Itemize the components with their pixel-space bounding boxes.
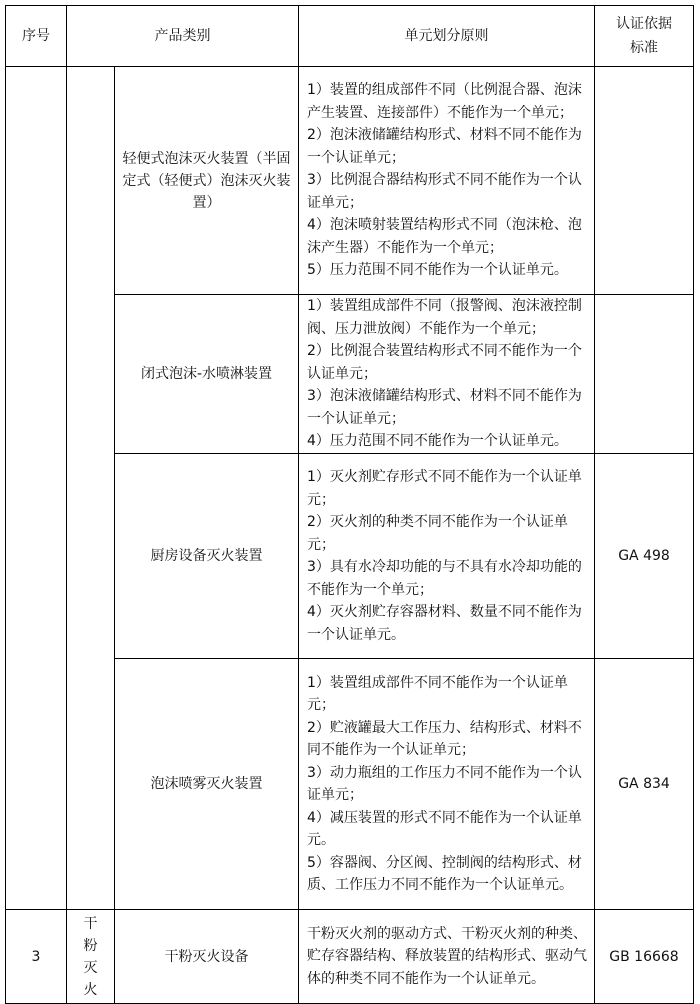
rule-item: 1）装置组成部件不同不能作为一个认证单元； (307, 674, 568, 713)
rule-item: 1）装置的组成部件不同（比例混合器、泡沫产生装置、连接部件）不能作为一个单元； (307, 82, 582, 121)
standard-cell: GA 498 (595, 454, 694, 659)
group-char: 干 (83, 915, 98, 932)
rules-cell (299, 454, 595, 659)
standard-cell (595, 67, 694, 295)
category-cell: 轻便式泡沫灭火装置（半固定式（轻便式）泡沫灭火装置） (115, 67, 299, 295)
table-row (6, 910, 694, 1004)
rule-item: 1）装置组成部件不同（报警阀、泡沫液控制阀、压力泄放阀）不能作为一个单元； (307, 298, 582, 337)
rules-cell (299, 67, 595, 295)
category-cell: 闭式泡沫-水喷淋装置 (115, 295, 299, 454)
header-standard-line1: 认证依据 (616, 16, 672, 32)
rule-item: 3）动力瓶组的工作压力不同不能作为一个认证单元； (307, 764, 582, 803)
rule-item: 2）灭火剂的种类不同不能作为一个认证单元； (307, 514, 568, 553)
header-standard (595, 6, 694, 67)
table-row (6, 67, 694, 295)
category-cell: 厨房设备灭火装置 (115, 454, 299, 659)
rule-item: 3）具有水冷却功能的与不具有水冷却功能的不能作为一个单元； (307, 559, 582, 598)
header-seq: 序号 (6, 6, 67, 67)
header-row (6, 6, 694, 67)
rule-item: 5）容器阀、分区阀、控制阀的结构形式、材质、工作压力不同不能作为一个认证单元。 (307, 854, 582, 893)
standard-cell (595, 295, 694, 454)
rule-item: 4）灭火剂贮存容器材料、数量不同不能作为一个认证单元。 (307, 604, 582, 643)
header-category: 产品类别 (67, 6, 299, 67)
category-cell: 干粉灭火设备 (115, 910, 299, 1004)
rules-cell (299, 910, 595, 1004)
certification-unit-table (5, 5, 694, 1004)
rule-item: 4）减压装置的形式不同不能作为一个认证单元。 (307, 809, 582, 848)
rule-item: 1）灭火剂贮存形式不同不能作为一个认证单元； (307, 469, 582, 508)
group-char: 火 (83, 981, 98, 998)
group-cell (67, 910, 115, 1004)
seq-cell: 3 (6, 910, 67, 1004)
rule-item: 2）泡沫液储罐结构形式、材料不同不能作为一个认证单元； (307, 127, 582, 166)
group-cell-empty (67, 67, 115, 910)
group-char: 灭 (83, 959, 98, 976)
header-standard-line2: 标准 (630, 40, 658, 56)
rule-item: 5）压力范围不同不能作为一个认证单元。 (307, 262, 568, 279)
standard-cell: GA 834 (595, 659, 694, 910)
standard-cell: GB 16668 (595, 910, 694, 1004)
rule-item: 3）比例混合器结构形式不同不能作为一个认证单元； (307, 172, 582, 211)
rule-item: 2）贮液罐最大工作压力、结构形式、材料不同不能作为一个认证单元； (307, 719, 582, 758)
rules-cell (299, 659, 595, 910)
group-char: 粉 (83, 937, 98, 954)
rule-item: 2）比例混合装置结构形式不同不能作为一个认证单元； (307, 343, 582, 382)
rule-item: 4）泡沫喷射装置结构形式不同（泡沫枪、泡沫产生器）不能作为一个单元； (307, 217, 582, 256)
rule-item: 3）泡沫液储罐结构形式、材料不同不能作为一个认证单元； (307, 388, 582, 427)
category-cell: 泡沫喷雾灭火装置 (115, 659, 299, 910)
rule-item: 4）压力范围不同不能作为一个认证单元。 (307, 433, 568, 450)
rules-cell (299, 295, 595, 454)
seq-cell-empty (6, 67, 67, 910)
header-principle: 单元划分原则 (299, 6, 595, 67)
rule-item: 干粉灭火剂的驱动方式、干粉灭火剂的种类、贮存容器结构、释放装置的结构形式、驱动气体的种类不同不能作为一个认证单元。 (307, 925, 587, 987)
